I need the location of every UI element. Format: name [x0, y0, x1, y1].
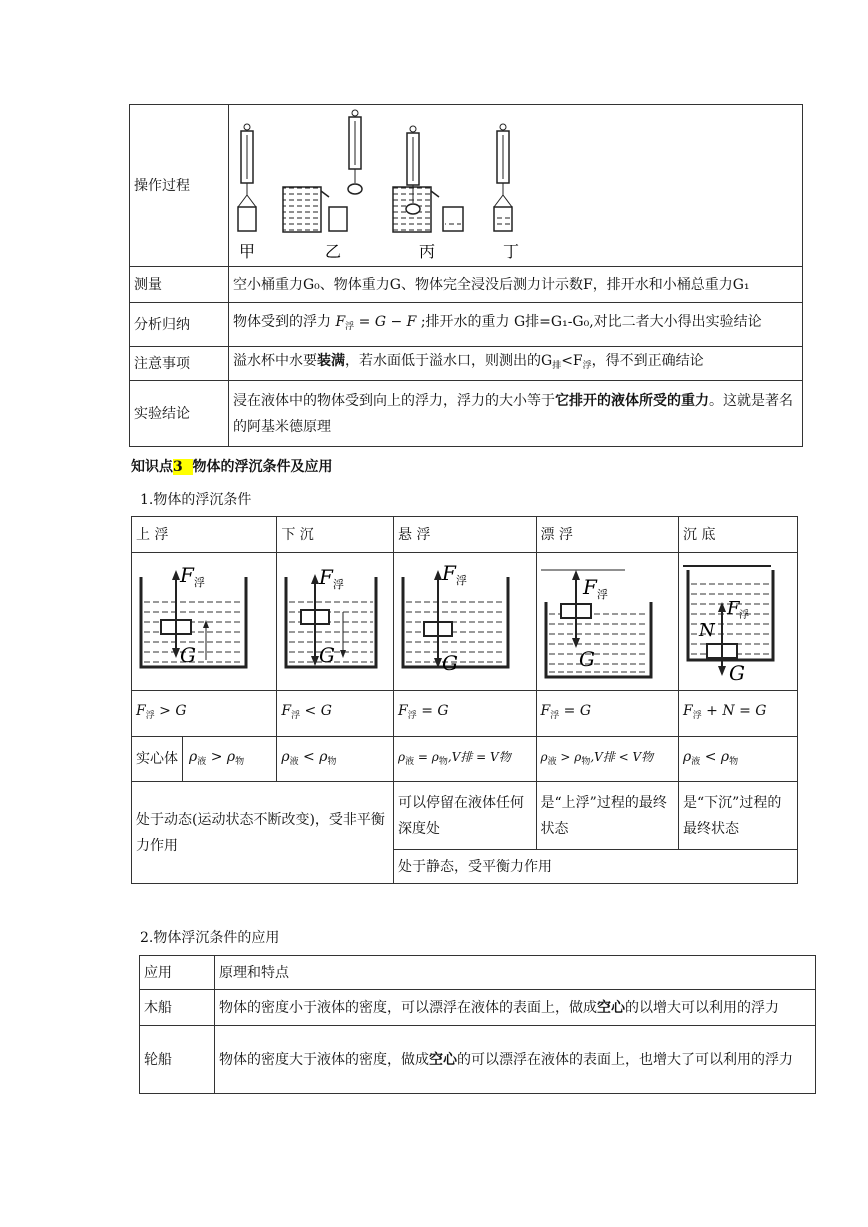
force-cell: $F_浮 < G$ [277, 691, 394, 737]
bucket-with-water-icon [494, 124, 512, 231]
overflow-cup-icon [283, 110, 362, 232]
notice-text: 溢水杯中水要装满，若水面低于溢水口，则测出的$G_排<F_浮$，得不到正确结论 [229, 347, 803, 381]
header-cell: 漂 浮 [536, 517, 679, 553]
svg-text:F: F [727, 597, 740, 619]
float-state-cell: 是“上浮”过程的最终状态 [536, 782, 679, 850]
conclusion-text: 浸在液体中的物体受到向上的浮力，浮力的大小等于它排开的液体所受的重力。这就是著名的阿基米德原理 [229, 381, 803, 447]
svg-text:G: G [578, 646, 595, 671]
force-cell: $F_浮 > G$ [132, 691, 277, 737]
spring-scale-icon [238, 124, 256, 231]
measurement-text: 空小桶重力G₀、物体重力G、物体完全浸没后测力计示数F，排开水和小桶总重力G₁ [229, 267, 803, 303]
row-label: 实验结论 [130, 381, 229, 447]
header-cell: 下 沉 [277, 517, 394, 553]
row-label: 注意事项 [130, 347, 229, 381]
force-cell: $F_浮 = G$ [394, 691, 536, 737]
force-cell: $F_浮 + N = G$ [679, 691, 798, 737]
subheading: 1.物体的浮沉条件 [140, 492, 252, 508]
density-cell: $\rho_液 < \rho_物$ [679, 737, 798, 782]
svg-text:N: N [699, 619, 715, 641]
dynamic-state-cell: 处于动态(运动状态不断改变)，受非平衡力作用 [132, 782, 394, 884]
application-table [139, 955, 816, 1094]
svg-text:F: F [180, 562, 194, 587]
app-name: 轮船 [140, 1026, 215, 1094]
row-label: 操作过程 [130, 105, 229, 267]
density-cell: $\rho_液 = \rho_物,V$排 = V物 [394, 737, 536, 782]
fig-label: 丙 [419, 241, 436, 261]
floating-diagram [536, 553, 679, 691]
subheading: 2.物体浮沉条件的应用 [140, 930, 280, 946]
header-cell: 上 浮 [132, 517, 277, 553]
rising-diagram [132, 553, 277, 691]
force-cell: $F_浮 = G$ [536, 691, 679, 737]
bottom-diagram [679, 553, 798, 691]
header-cell: 应用 [140, 956, 215, 990]
app-desc: 物体的密度大于液体的密度，做成空心的可以漂浮在液体的表面上，也增大了可以利用的浮力 [215, 1026, 816, 1094]
experiment-table [129, 104, 803, 447]
row-label: 分析归纳 [130, 303, 229, 347]
svg-text:F: F [582, 574, 597, 599]
header-cell: 沉 底 [679, 517, 798, 553]
app-name: 木船 [140, 990, 215, 1026]
float-sink-table [131, 516, 798, 884]
svg-text:浮: 浮 [333, 577, 345, 591]
suspended-diagram [394, 553, 536, 691]
analysis-text: 物体受到的浮力 $F_浮 = G - F$ ;排开水的重力 G排=G₁-G₀,对比二者大小得出实验结论 [229, 303, 803, 347]
section-heading: 知识点3 物体的浮沉条件及应用 [131, 459, 333, 475]
header-cell: 原理和特点 [215, 956, 816, 990]
svg-text:F: F [442, 561, 456, 585]
fig-label: 乙 [325, 241, 342, 261]
svg-text:G: G [319, 642, 336, 667]
svg-text:浮: 浮 [596, 587, 608, 601]
app-desc: 物体的密度小于液体的密度，可以漂浮在液体的表面上，做成空心的以增大可以利用的浮力 [215, 990, 816, 1026]
density-cell: $\rho_液 > \rho_物,V$排 < V物 [536, 737, 679, 782]
density-cell: 实心体 $\rho_液 > \rho_物$ [132, 737, 277, 782]
fig-label: 丁 [503, 241, 520, 261]
density-cell: $\rho_液 < \rho_物$ [277, 737, 394, 782]
header-cell: 悬 浮 [394, 517, 536, 553]
bottom-state-cell: 是“下沉”过程的最终状态 [679, 782, 798, 850]
apparatus-figure [229, 105, 803, 267]
fig-label: 甲 [239, 241, 256, 261]
svg-text:G: G [729, 660, 745, 684]
svg-text:浮: 浮 [194, 575, 205, 589]
static-state-cell: 处于静态，受平衡力作用 [394, 850, 798, 884]
row-label: 测量 [130, 267, 229, 303]
sinking-diagram [277, 553, 394, 691]
svg-text:G: G [180, 642, 196, 667]
svg-text:浮: 浮 [456, 573, 468, 587]
svg-text:F: F [319, 564, 334, 589]
svg-text:G: G [442, 650, 459, 675]
submerged-object-icon [393, 126, 463, 232]
suspend-state-cell: 可以停留在液体任何深度处 [394, 782, 536, 850]
svg-text:浮: 浮 [739, 609, 749, 621]
